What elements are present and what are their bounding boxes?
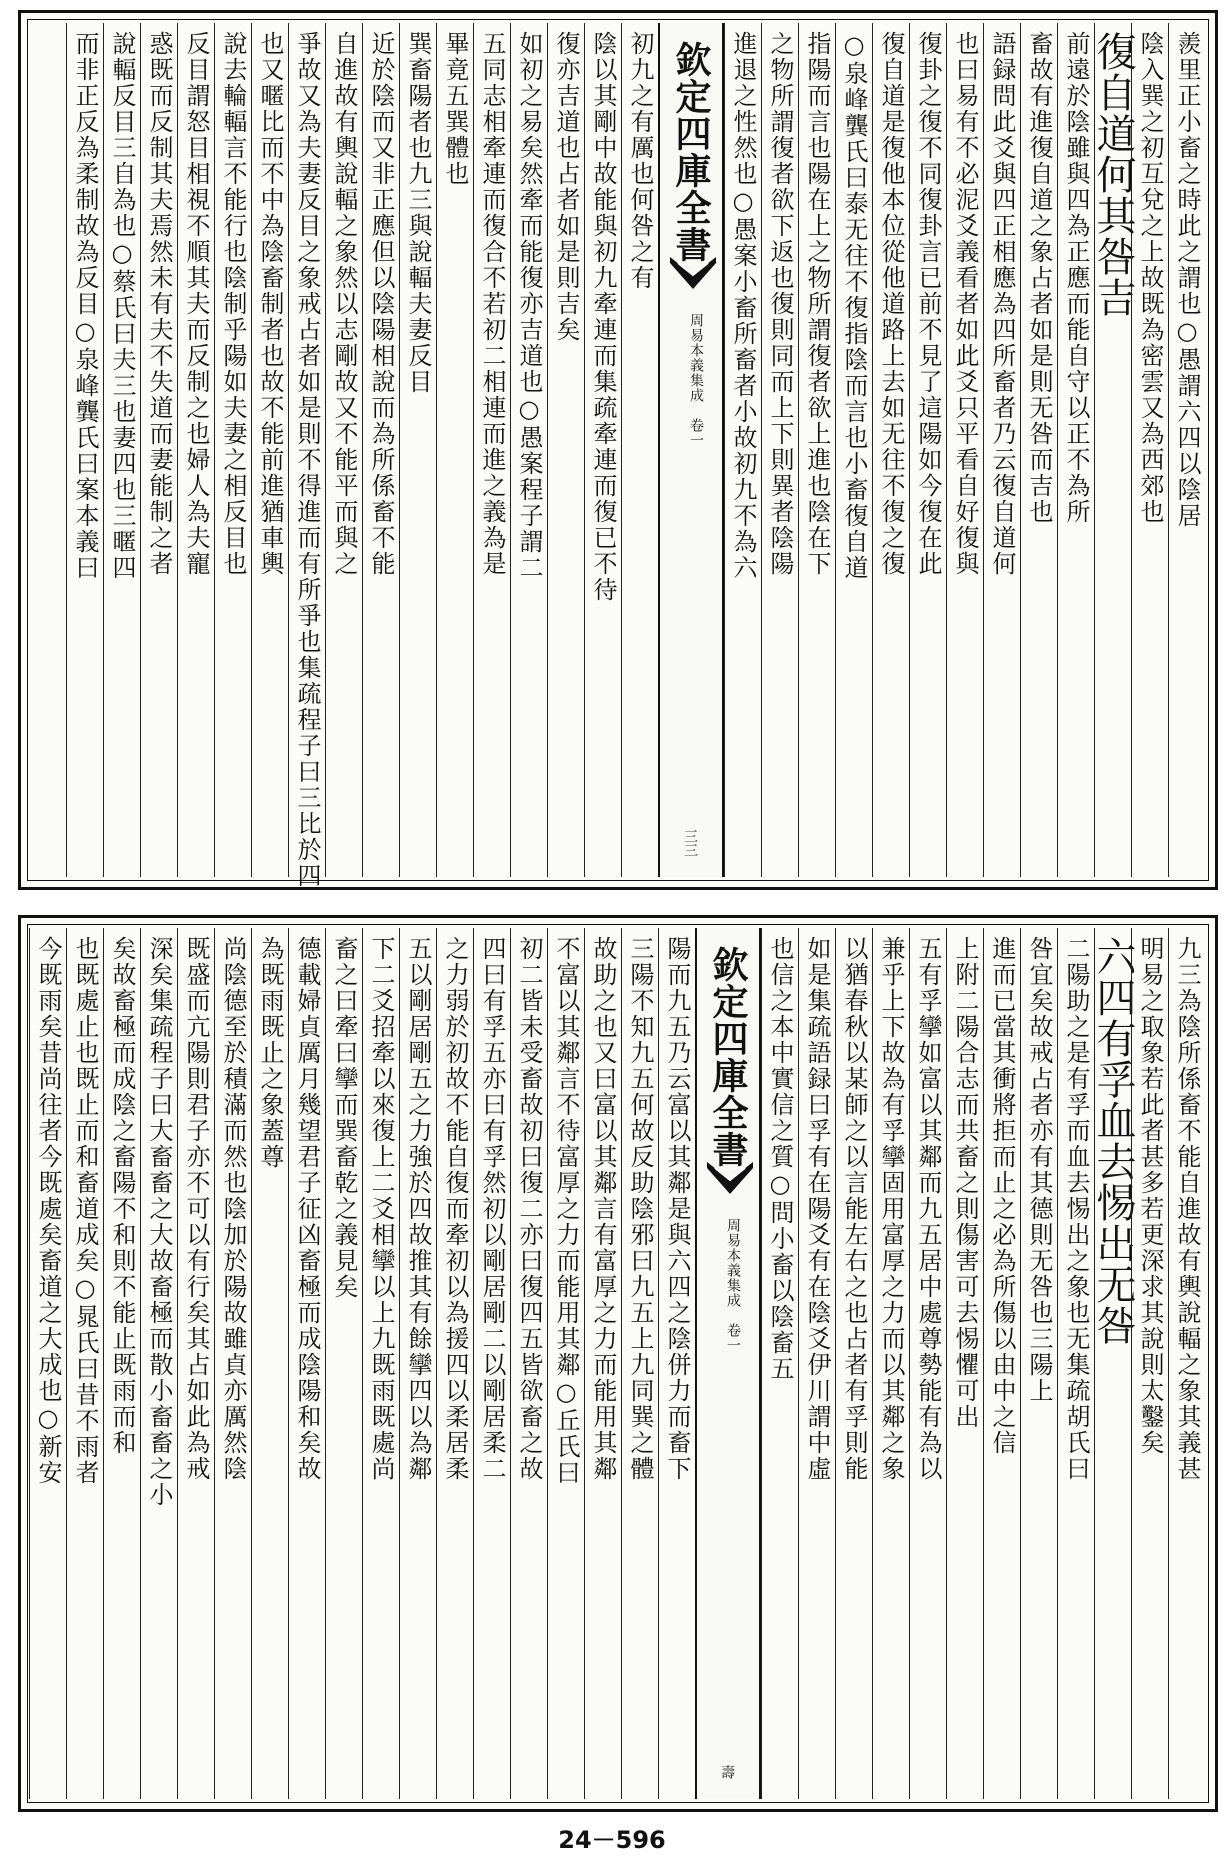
page-bottom [18,915,1218,1812]
fish-tail-icon [668,255,718,291]
text-column: 咎宜矣故戒占者亦有其德則无咎也三陽上 [1020,928,1057,1799]
text-column: 說去輪輻言不能行也陰制乎陽如夫妻之相反目也 [214,23,251,877]
text-column: 近於陰而又非正應但以陰陽相說而為所係畜不能 [362,23,399,877]
text-column: 陰以其剛中故能與初九牽連而集疏牽連而復已不待 [584,23,621,877]
text-column: 五同志相牽連而復合不若初二相連而進之義為是 [473,23,510,877]
text-column: 故助之也又曰富以其鄰言有富厚之力而能用其鄰 [584,928,621,1799]
text-column: 畜之曰牽曰攣而巽畜乾之義見矣 [325,928,362,1799]
book-title: 欽定四庫全書 [670,41,712,263]
text-column: 尚陰德至於積滿而然也陰加於陽故雖貞亦厲然陰 [214,928,251,1799]
text-column: 下二爻招牽以來復上二爻相攣以上九既雨既處尚 [362,928,399,1799]
text-column: 復亦吉道也占者如是則吉矣 [547,23,584,877]
text-column: 為既雨既止之象蓋尊 [251,928,288,1799]
text-column: 兼乎上下故為有孚攣固用富厚之力而以其鄰之象 [872,928,909,1799]
leaf-number: 三三 [682,829,698,857]
text-column: ○泉峰龔氏曰泰无往不復指陰而言也小畜復自道 [835,23,872,877]
text-column: 畢竟五巽體也 [436,23,473,877]
text-column: 復卦之復不同復卦言已前不見了這陽如今復在此 [909,23,946,877]
text-column: 羨里正小畜之時此之謂也○愚謂六四以陰居 [1168,23,1205,877]
volume-label: 周易本義集成 卷一 [725,1218,741,1353]
text-column: 之力弱於初故不能自復而牽初以為援四以柔居柔 [436,928,473,1799]
text-column: 巽畜陽者也九三與說輻夫妻反目 [399,23,436,877]
text-column: 復自道是復他本位從他道路上去如无往不復之復 [872,23,909,877]
text-column: 陰入巽之初互兌之上故既為密雲又為西郊也 [1131,23,1168,877]
text-column: 之物所謂復者欲下返也復則同而上下則異者陰陽 [761,23,798,877]
text-column: 畜故有進復自道之象占者如是則无咎而吉也 [1020,23,1057,877]
text-column: 明易之取象若此者甚多若更深求其說則太鑿矣 [1131,928,1168,1799]
text-column: 復自道何其咎吉 [1094,23,1131,877]
volume-label: 周易本義集成 卷一 [688,313,704,448]
text-column: 爭故又為夫妻反目之象戒占者如是則不得進而有所爭也集疏程子曰三比於四 [288,23,325,877]
text-column: 指陽而言也陽在上之物所謂復者欲上進也陰在下 [798,23,835,877]
text-column: 五以剛居剛五之力強於四故推其有餘攣四以為鄰 [399,928,436,1799]
text-column: 如是集疏語録曰孚有在陽爻有在陰爻伊川謂中虛 [798,928,835,1799]
text-column: 陽而九五乃云富以其鄰是與六四之陰併力而畜下 [658,928,695,1799]
text-column: 上附二陽合志而共畜之則傷害可去惕懼可出 [946,928,983,1799]
leaf-number: 壽 [719,1765,735,1779]
page-number-footer: 24－596 [558,1826,666,1854]
text-column: 六四有孚血去惕出无咎 [1094,928,1131,1799]
text-column: 五有孚攣如富以其鄰而九五居中處尊勢能有為以 [909,928,946,1799]
text-column: 三陽不知九五何故反助陰邪曰九五上九同巽之體 [621,928,658,1799]
text-column: 也既處止也既止而和畜道成矣○晁氏曰昔不雨者 [66,928,103,1799]
center-fold [695,928,761,1799]
text-column: 也信之本中實信之質○問小畜以陰畜五 [761,928,798,1799]
text-column: 如初之易矣然牽而能復亦吉道也○愚案程子謂二 [510,23,547,877]
text-column: 不富以其鄰言不待富厚之力而能用其鄰○丘氏曰 [547,928,584,1799]
text-column: 四曰有孚五亦曰有孚然初以剛居剛二以剛居柔二 [473,928,510,1799]
text-column: 反目謂怒目相視不順其夫而反制之也婦人為夫寵 [177,23,214,877]
text-column: 初二皆未受畜故初曰復二亦曰復四五皆欲畜之故 [510,928,547,1799]
text-column: 也又暱比而不中為陰畜制者也故不能前進猶車輿 [251,23,288,877]
fish-tail-icon [705,1160,755,1196]
text-column: 二陽助之是有孚而血去惕出之象也无集疏胡氏曰 [1057,928,1094,1799]
text-column: 自進故有輿說輻之象然以志剛故又不能平而與之 [325,23,362,877]
text-column: 進而已當其衝將拒而止之必為所傷以由中之信 [983,928,1020,1799]
top-columns [31,23,1205,889]
text-column: 以猶春秋以某師之以言能左右之也占者有孚則能 [835,928,872,1799]
text-column: 德載婦貞厲月幾望君子征凶畜極而成陰陽和矣故 [288,928,325,1799]
text-column: 前遠於陰雖與四為正應而能自守以正不為所 [1057,23,1094,877]
text-column: 既盛而亢陽則君子亦不可以有行矣其占如此為戒 [177,928,214,1799]
center-fold [658,23,724,877]
text-column: 而非正反為柔制故為反目○泉峰龔氏曰案本義曰 [66,23,103,877]
text-column: 惑既而反制其夫焉然未有夫不失道而妻能制之者 [140,23,177,877]
text-column: 語録問此爻與四正相應為四所畜者乃云復自道何 [983,23,1020,877]
text-column: 說輻反目三自為也○蔡氏曰夫三也妻四也三暱四 [103,23,140,877]
text-column: 初九之有厲也何咎之有 [621,23,658,877]
text-column: 矣故畜極而成陰之畜陽不和則不能止既雨而和 [103,928,140,1799]
text-column: 九三為陰所係畜不能自進故有輿說輻之象其義甚 [1168,928,1205,1799]
text-column: 也曰易有不必泥爻義看者如此爻只平看自好復與 [946,23,983,877]
book-title: 欽定四庫全書 [707,946,749,1168]
bottom-columns [31,928,1205,1799]
text-column: 進退之性然也○愚案小畜所畜者小故初九不為六 [724,23,761,877]
text-column: 深矣集疏程子曰大畜畜之大故畜極而散小畜畜之小 [140,928,177,1799]
page-top [18,10,1218,890]
text-column: 今既雨矣昔尚往者今既處矣畜道之大成也○新安 [29,928,66,1799]
